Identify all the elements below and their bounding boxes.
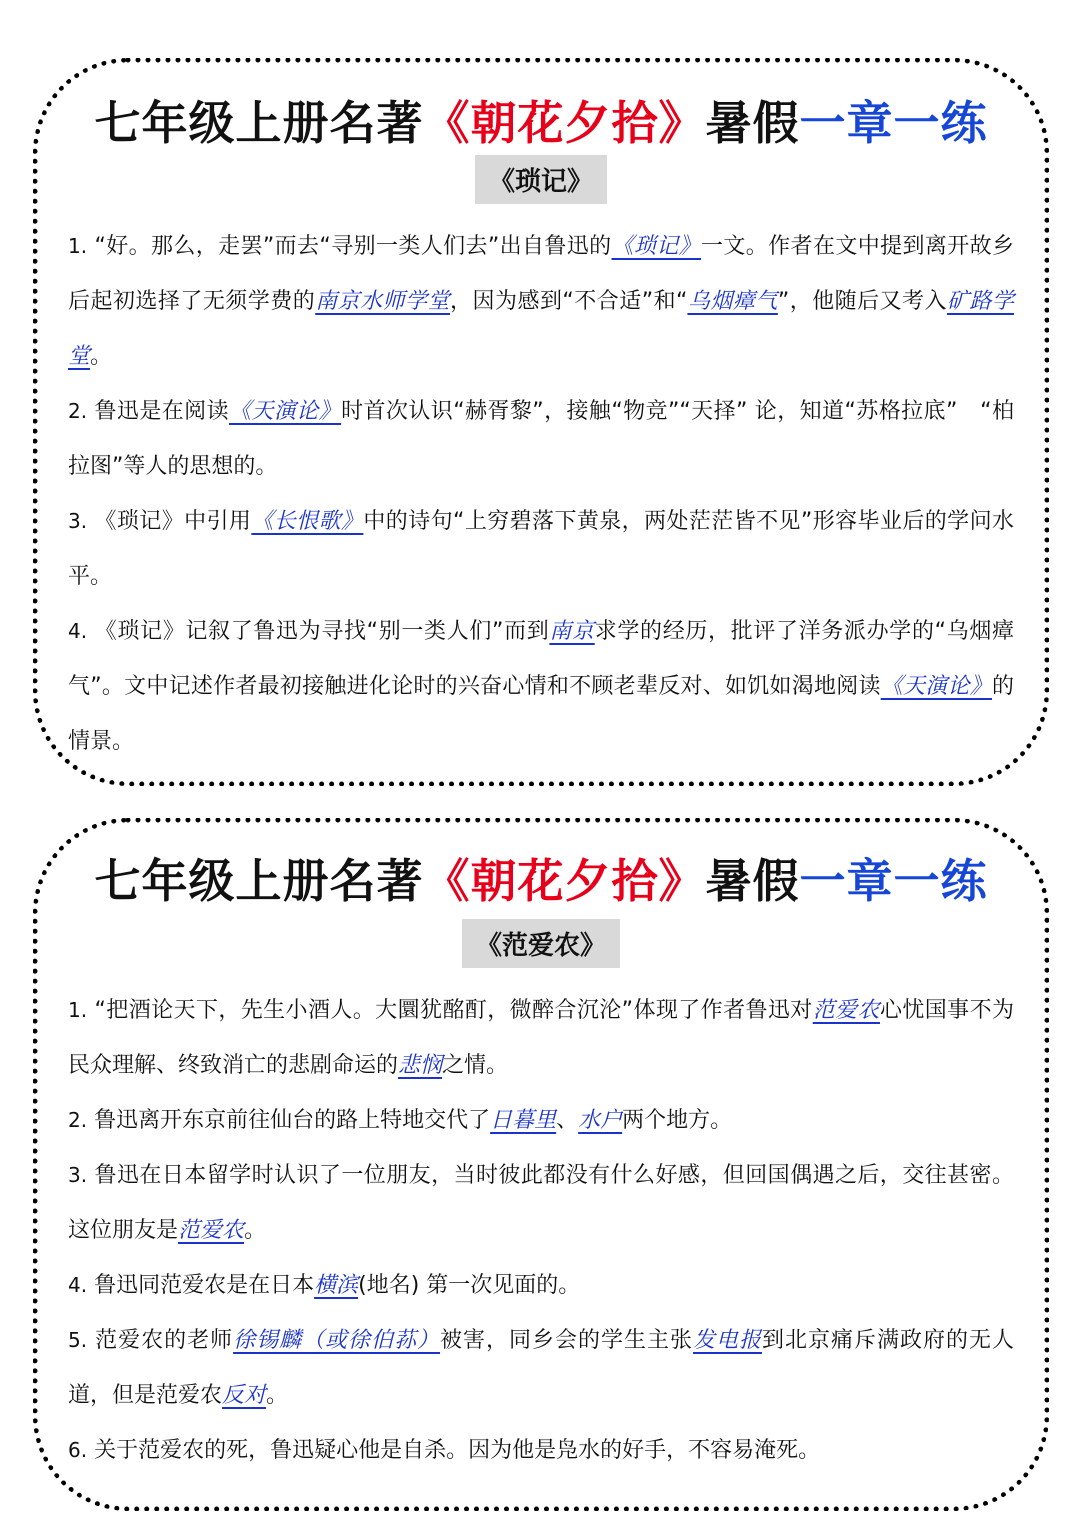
question-number: 2.: [68, 399, 88, 423]
question-number: 1.: [68, 234, 88, 258]
question-number: 4.: [68, 619, 88, 643]
question-number: 1.: [68, 998, 88, 1022]
title-summer: 暑假: [705, 96, 800, 150]
question-list: [68, 983, 1014, 1478]
answer: 《天演论》: [229, 399, 342, 424]
question-text: 被害，同乡会的学生主张: [440, 1328, 693, 1353]
answer: 悲悯: [398, 1053, 443, 1078]
answer: 乌烟瘴气: [687, 289, 778, 314]
question-6: [68, 1423, 1014, 1478]
question-1: [68, 219, 1014, 384]
question-text: 两个地方。: [622, 1108, 733, 1133]
card-title: [38, 845, 1044, 911]
question-text: ”，他随后又考入: [777, 289, 948, 314]
question-text: 鲁迅离开东京前往仙台的路上特地交代了: [87, 1108, 491, 1133]
answer: 范爱农: [178, 1218, 245, 1243]
answer: 范爱农: [812, 998, 880, 1023]
question-text: 。: [90, 344, 113, 369]
exercise-card-2: [33, 818, 1049, 1511]
answer: 南京: [549, 619, 595, 644]
question-text: 《琐记》中引用: [87, 509, 252, 534]
question-text: 的情景。: [68, 674, 1014, 754]
question-text: 鲁迅在日本留学时认识了一位朋友，当时彼此都没有什么好感，但回国偶遇之后，交往甚密。这位朋友是: [68, 1163, 1014, 1243]
title-prefix: 七年级上册名著: [94, 854, 424, 908]
exercise-card-1: [33, 58, 1049, 786]
question-2: [68, 384, 1014, 494]
answer: 发电报: [693, 1328, 762, 1353]
chapter-label: 《琐记》: [475, 155, 607, 204]
question-text: (地名) 第一次见面的。: [358, 1273, 581, 1298]
question-text: 。: [244, 1218, 267, 1243]
question-text: “把酒论天下，先生小酒人。大圜犹酩酊，微醉合沉沦”体现了作者鲁迅对: [87, 998, 813, 1023]
question-text: 求学的经历，批评了洋务派办学的“乌烟瘴气”。文中记述作者最初接触进化论时的兴奋心情和不顾老辈反对、如饥如渴地阅读: [68, 619, 1014, 699]
answer: 南京水师学堂: [315, 289, 451, 314]
question-text: ，因为感到“不合适”和“: [450, 289, 688, 314]
question-number: 3.: [68, 509, 88, 533]
title-book-name: 《朝花夕拾》: [423, 96, 706, 150]
answer: 《天演论》: [880, 674, 992, 699]
title-book-name: 《朝花夕拾》: [423, 854, 706, 908]
title-summer: 暑假: [705, 854, 800, 908]
answer: 《长恨歌》: [251, 509, 364, 534]
answer: 矿路学堂: [68, 289, 1014, 369]
question-text: 之情。: [442, 1053, 509, 1078]
question-number: 2.: [68, 1108, 88, 1132]
question-text: 关于范爱农的死，鲁迅疑心他是自杀。因为他是凫水的好手，不容易淹死。: [87, 1438, 821, 1463]
question-3: [68, 494, 1014, 604]
question-text: “好。那么，走罢”而去“寻别一类人们去”出自鲁迅的: [87, 234, 612, 259]
answer: 反对: [222, 1383, 267, 1408]
title-practice: 一章一练: [799, 96, 988, 150]
question-text: 心忧国事不为民众理解、终致消亡的悲剧命运的: [68, 998, 1014, 1078]
question-list: [68, 219, 1014, 769]
question-text: 、: [556, 1108, 579, 1133]
question-4: [68, 604, 1014, 769]
question-1: [68, 983, 1014, 1093]
question-3: [68, 1148, 1014, 1258]
question-text: 范爱农的老师: [87, 1328, 234, 1353]
question-number: 4.: [68, 1273, 88, 1297]
title-prefix: 七年级上册名著: [94, 96, 424, 150]
question-text: 鲁迅是在阅读: [87, 399, 230, 424]
title-practice: 一章一练: [799, 854, 988, 908]
card-title: [38, 87, 1044, 153]
question-text: 中的诗句“上穷碧落下黄泉，两处茫茫皆不见”形容毕业后的学问水平。: [68, 509, 1014, 589]
answer: 横滨: [314, 1273, 359, 1298]
question-text: 鲁迅同范爱农是在日本: [87, 1273, 315, 1298]
question-number: 3.: [68, 1163, 88, 1187]
question-number: 5.: [68, 1328, 88, 1352]
question-text: 一文。作者在文中提到离开故乡后起初选择了无须学费的: [68, 234, 1014, 314]
question-text: 《琐记》记叙了鲁迅为寻找“别一类人们”而到: [87, 619, 550, 644]
question-2: [68, 1093, 1014, 1148]
answer: 徐锡麟（或徐伯荪）: [233, 1328, 441, 1353]
question-5: [68, 1313, 1014, 1423]
answer: 《琐记》: [611, 234, 702, 259]
question-text: 。: [266, 1383, 289, 1408]
chapter-label: 《范爱农》: [462, 919, 620, 968]
question-text: 到北京痛斥满政府的无人道，但是范爱农: [68, 1328, 1014, 1408]
question-number: 6.: [68, 1438, 88, 1462]
answer: 水户: [578, 1108, 623, 1133]
question-text: 时首次认识“赫胥黎”，接触“物竞”“天择” 论，知道“苏格拉底” “柏拉图”等人的思想的。: [68, 399, 1014, 479]
answer: 日暮里: [490, 1108, 557, 1133]
question-4: [68, 1258, 1014, 1313]
